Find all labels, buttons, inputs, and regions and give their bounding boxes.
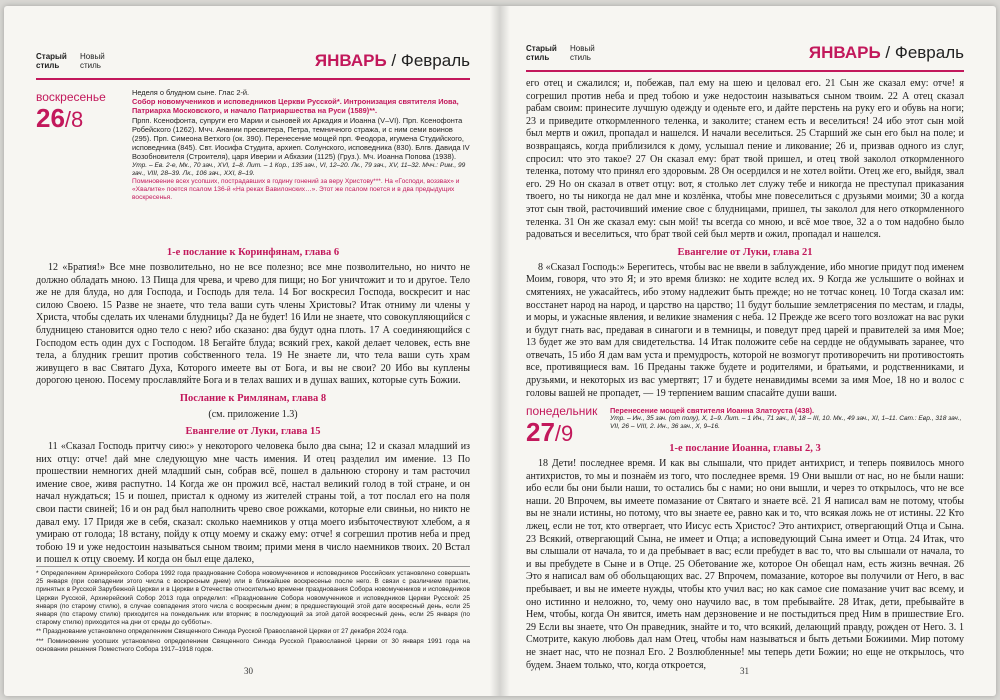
info-feast: Собор новомучеников и исповедников Церкви Русской*. Интронизация святителя Иова, Патриарха Московского, и начало Патриаршества на Руси (1589)**. [132, 97, 459, 116]
text-1john: 18 Дети! последнее время. И как вы слышали, что придет антихрист, и теперь появилось много антихристов, то мы и познаём из того, что последнее время. 19 Они вышли от нас, но не были наши: ибо если бы они были наши, то остались бы с нами; но они вышли, и через то открылось, что не все наши. 20 Впрочем, вы имеете помазание от Святаго и знаете всё. 21 Я написал вам не потому, чтобы вы не знали истины, но потому, что вы знаете ее, равно как и то, что всякая ложь не от истины. 22 Кто лжец, если не тот, кто отвергает, что Иисус есть Христос? Это антихрист, отвергающий Отца и Сына. 23 Всякий, отвергающий Сына, не имеет и Отца; а исповедующий Сына имеет и Отца. 24 Итак, что вы слышали от начала, то и да пребывает в вас; если пребудет в вас то, что вы слышали от начала, то и вы пребудете в Сыне и в Отце. 25 Обетование же, которое Он обещал нам, есть жизнь вечная. 26 Это я написал вам об обольщающих вас. 27 Впрочем, помазание, которое вы получили от Него, в вас пребывает, и вы не имеете нужды, чтобы кто учил вас; но как самое сие помазание учит вас всему, и оно истинно и неложно, то, чему оно научило вас, в том пребывайте. 28 Итак, дети, пребывайте в Нем, чтобы, когда Он явится, иметь нам дерзновение и не постыдиться пред Ним в пришествие Его. 29 Если вы знаете, что Он праведник, знайте и то, что всякий, делающий правду, рожден от Него. 3. 1 Смотрите, какую любовь дал нам Отец, чтобы нам называться и быть детьми Божиими. Мир потому не знает нас, что не познал Его. 2 Возлюбленные! мы теперь дети Божии; но еще не открылось, что будем. Знаем только, что, когда откроется, [526, 458, 964, 671]
section-title-1john: 1-е послание Иоанна, главы 2, 3 [669, 443, 821, 454]
old-style-label: Старый стиль [526, 44, 557, 62]
info-readings: Утр. – Ев. 2-е, Мк., 70 зач., XVI, 1–8. Лит. – 1 Кор., 135 зач., VI, 12–20. Лк., 79 зач., XV, 11–32. Мчч.: Рим., 99 зач., VIII, 28–39. Лк., 106 зач., XXI, 8–19. [132, 161, 466, 177]
left-readings [36, 242, 470, 567]
footnote-1: * Определением Архиерейского Собора 1992 года празднование Собора новомучеников и исповедников Российских установлено совершать 25 января (при совпадении этого числа с воскресным днем) или в ближайшее воскресенье после него. В связи с различием практик, принятых в Русской Зарубежной Церкви и в Церкви в Отечестве относительно времени празднования Собора новомучеников и исповедников Церкви Русской, Архиерейский Собор 2013 года определил: «Празднование Собора новомучеников и исповедников Церкви Русской: 25 января (по старому стилю), в случае совпадения этого числа с воскресным днем; в предшествующий этой дате воскресный день, если 25 января (по старому стилю) приходится на понедельник или вторник; в последующий за этой датой воскресный день, если 25 января (по старому стилю) приходится на дни от среды до субботы». [36, 570, 470, 627]
right-page [504, 6, 996, 696]
old-style-label: Старый стиль [36, 52, 67, 70]
footnote-2: ** Празднование установлено определением Священного Синода Русской Православной Церкви от 27 декабря 2024 года. [36, 628, 408, 636]
right-header [526, 42, 964, 72]
month-title: ЯНВАРЬ / Февраль [808, 43, 964, 62]
weekday-name: воскресенье [36, 90, 106, 104]
left-day-info [132, 88, 470, 203]
left-day-block [36, 90, 128, 134]
day-number: 27/9 [526, 417, 574, 447]
left-page [4, 6, 496, 696]
left-header [36, 50, 470, 80]
info-week: Неделя о блудном сыне. Глас 2-й. [132, 88, 250, 97]
info-note: Поминовение всех усопших, пострадавших в годину гонений за веру Христову***. На «Господи, воззвах» и «Хвалите» поется псалом 136-й «На реках Вавилонских…». Этот же псалом поется и в два предыдущих воскресенья. [132, 178, 460, 202]
page-number-right: 31 [740, 666, 749, 676]
new-style-label: Новый стиль [80, 52, 105, 70]
weekday-name: понедельник [526, 404, 598, 418]
text-luke15: 11 «Сказал Господь притчу сию:» у некоторого человека было два сына; 12 и сказал младший из них отцу: отче! дай мне следующую мне часть имения. И отец разделил им имение. 13 По прошествии немногих дней младший сын, собрав всё, пошел в дальнюю сторону и там расточил имение свое, живя распутно. 14 Когда же он прожил всё, настал великий голод в той стране, и он начал нуждаться; 15 и пошел, пристал к одному из жителей страны той, а тот послал его на поля свои пасти свиней; 16 и он рад был наполнить чрево свое рожками, которые ели свиньи, но никто не давал ему. 17 Придя же в себя, сказал: сколько наемников у отца моего избыточествуют хлебом, а я умираю от голода; 18 встану, пойду к отцу моему и скажу ему: отче! я согрешил против неба и пред тобою 19 и уже недостоин называться сыном твоим; прими меня в число наемников твоих. 20 Встал и пошел к отцу своему. И когда он был еще далеко, [36, 440, 470, 566]
left-footnotes [36, 566, 470, 655]
right-bottom-readings [526, 438, 964, 672]
section-title-luke21: Евангелие от Луки, глава 21 [677, 246, 813, 258]
text-1cor: 12 «Братия!» Все мне позволительно, но не все полезно; все мне позволительно, но ничто не должно обладать мною. 13 Пища для чрева, и чрево для пищи; но Бог уничтожит и то и другое. Тело же не для блуда, но для Господа, и Господь для тела. 14 Бог воскресил Господа, воскресит и нас силою Своею. 15 Разве не знаете, что тела ваши суть члены Христовы? Итак отниму ли члены у Христа, чтобы сделать их членами блудницы? Да не будет! 16 Или не знаете, что совокупляющийся с блудницею становится одно тело с нею? ибо сказано: два будут одна плоть. 17 А соединяющийся с Господом есть один дух с Господом. 18 Бегайте блуда; всякий грех, какой делает человек, есть вне тела, а блудник грешит против собственного тела. 19 Не знаете ли, что тела ваши суть храм живущего в вас Святаго Духа, Которого имеете вы от Бога, и вы не свои? 20 Ибо вы куплены дорогою ценою. Посему прославляйте Бога и в телах ваших и в душах ваших, которые суть Божии. [36, 262, 470, 387]
page-number-left: 30 [244, 666, 253, 676]
section-title-1cor: 1-е послание к Коринфянам, глава 6 [166, 247, 340, 258]
footnote-3: *** Поминовение усопших установлено определением Священного Синода Русской Православной Церкви от 30 января 1991 года на основании решения Поместного Собора 1917–1918 годов. [36, 637, 470, 653]
text-luke15-cont: его отец и сжалился; и, побежав, пал ему на шею и целовал его. 21 Сын же сказал ему: отче! я согрешил против неба и пред тобою и уже недостоин называться сыном твоим. 22 А отец сказал рабам своим: принесите лучшую одежду и оденьте его, и дайте перстень на руку его и обувь на ноги; 23 и приведите откормленного теленка, и заколите; станем есть и веселиться! 24 ибо этот сын мой был мертв и ожил, пропадал и нашелся. И начали веселиться. 25 Старший же сын его был на поле; и возвращаясь, когда приблизился к дому, услышал пение и ликование; 26 и, призвав одного из слуг, спросил: что это такое? 27 Он сказал ему: брат твой пришел, и отец твой заколол откормленного теленка, потому что принял его здоровым. 28 Он осердился и не хотел войти. Отец же его, выйдя, звал его. 29 Но он сказал в ответ отцу: вот, я столько лет служу тебе и никогда не преступал приказания твоего, но ты никогда не дал мне и козлёнка, чтобы мне повеселиться с друзьями моими; 30 а когда этот сын твой, расточивший имение свое с блудницами, пришел, ты заколол для него откормленного теленка. 31 Он же сказал ему: сын мой! ты всегда со мною, и всё мое твое, 32 а о том надобно было радоваться и веселиться, что брат твой сей был мертв и ожил, пропадал и нашелся. [526, 78, 964, 241]
section-title-luke15: Евангелие от Луки, глава 15 [185, 425, 321, 437]
day-number: 26/8 [36, 103, 84, 133]
right-day-info [610, 406, 964, 432]
info-readings: Утр. – Ин., 35 зач. (от полу), X, 1–9. Лит. – 1 Ин., 71 зач., II, 18 – III, 10. Мк., 49 зач., XI, 1–11. Свт.: Евр., 318 зач., VII, 26 – VIII, 2. Ин., 36 зач., X, 9–16. [610, 415, 962, 431]
new-style-label: Новый стиль [570, 44, 595, 62]
right-top-readings [526, 78, 964, 400]
info-feast: Перенесение мощей святителя Иоанна Златоуста (438). [610, 406, 815, 415]
section-title-rom: Послание к Римлянам, глава 8 [179, 392, 327, 404]
month-title: ЯНВАРЬ / Февраль [314, 51, 470, 70]
info-saints: Прпп. Ксенофонта, супруги его Марии и сыновей их Аркадия и Иоанна (V–VI). Прп. Ксенофонта Робейского (1262). Мчч. Анании пресвитера, Петра, темничного стража, и с ним семи воинов (295). Прп. Симеона Ветхого (ок. 390). Перенесение мощей прп. Феодора, игумена Студийского, исповедника (845). Свт. Иосифа Студита, архиеп. Солунского, исповедника (830). Блгв. Давида IV Возобновителя (Строителя), царя Иверии и Абхазии (1125) (Груз.). Мч. Иоанна Попова (1938). [132, 115, 470, 162]
appendix-note: (см. приложение 1.3) [208, 408, 298, 420]
book-spread [4, 6, 996, 696]
text-luke21: 8 «Сказал Господь:» Берегитесь, чтобы вас не ввели в заблуждение, ибо многие придут под именем Моим, говоря, что это Я; и это время близко: не ходите вслед их. 9 Когда же услышите о войнах и смятениях, не ужасайтесь, ибо этому надлежит быть прежде; но не тотчас конец. 10 Тогда сказал им: восстанет народ на народ, и царство на царство; 11 будут большие землетрясения по местам, и глады, и моры, и ужасные явления, и великие знамения с неба. 12 Прежде же всего того возложат на вас руки и будут гнать вас, предавая в синагоги и в темницы, и поведут пред царей и правителей за имя Мое; 13 будет же это вам для свидетельства. 14 Итак положите себе на сердце не обдумывать заранее, что отвечать, 15 ибо Я дам вам уста и премудрость, которой не возмогут противоречить ни противостоять все, противящиеся вам. 16 Преданы также будете и родителями, и братьями, и родственниками, и друзьями, и некоторых из вас умертвят; 17 и будете ненавидимы всеми за имя Мое, 18 но и волос с головы вашей не пропадет, — 19 терпением вашим спасайте души ваши. [526, 261, 964, 399]
